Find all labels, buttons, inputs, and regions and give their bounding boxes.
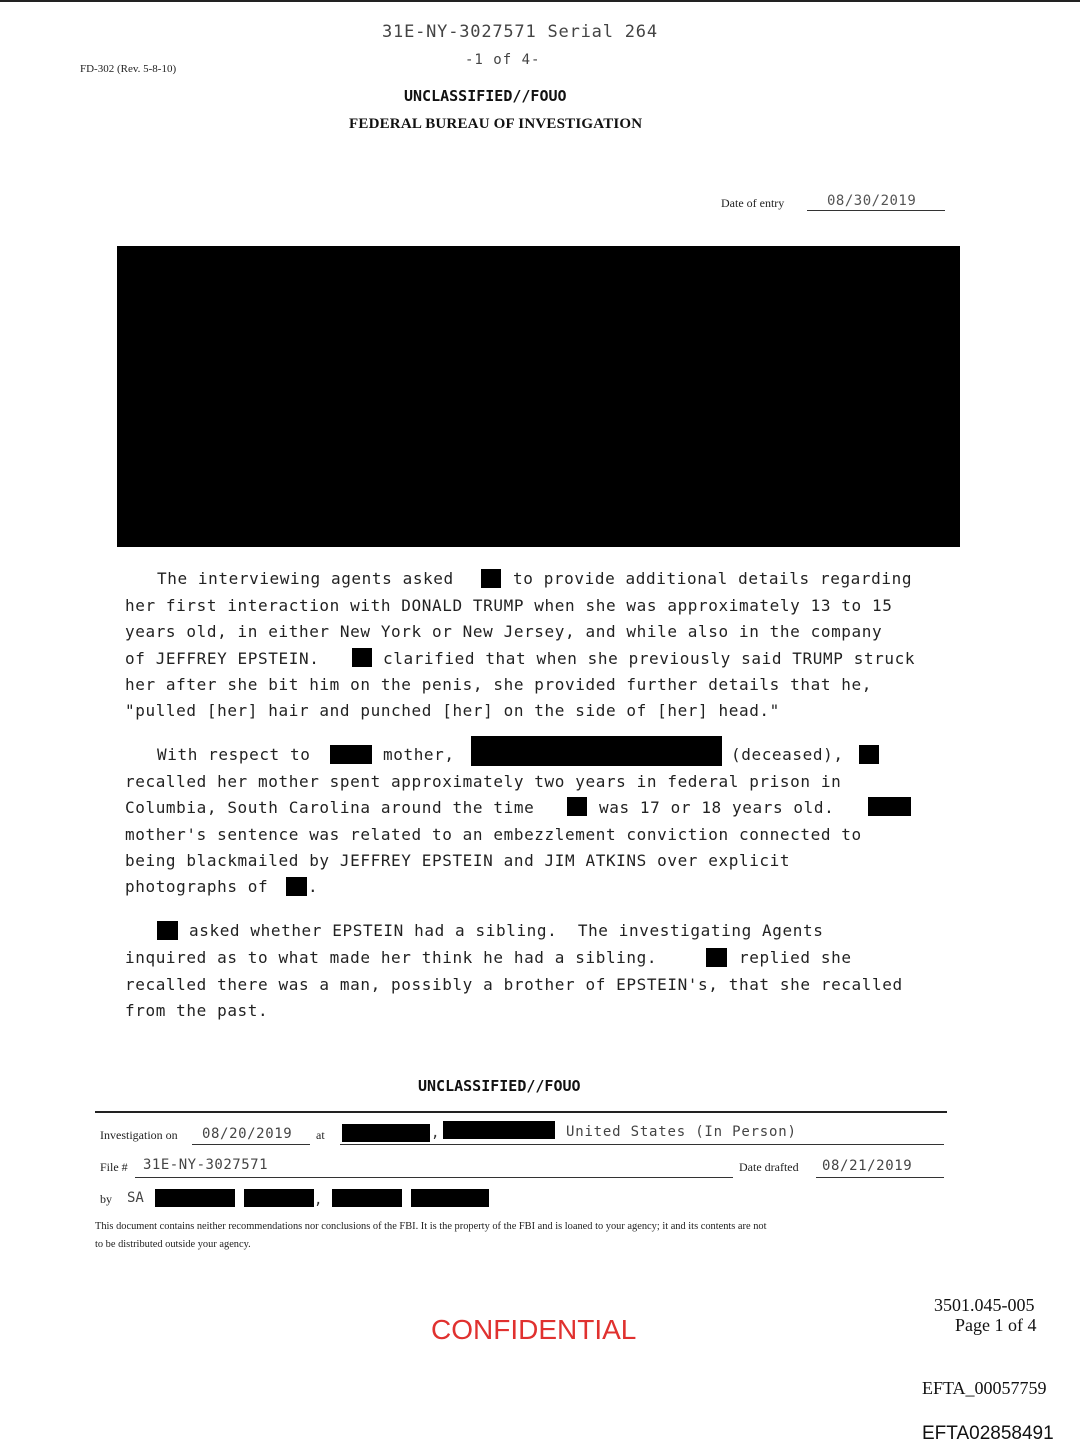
p1-line3: years old, in either New York or New Jersey, and while also in the company [125,622,883,641]
redaction-agent-name [155,1189,235,1207]
page-number: Page 1 of 4 [955,1315,1037,1335]
file-number-underline [135,1177,733,1178]
redaction-agent-name [244,1189,314,1207]
p2-line1a: With respect to [157,745,311,764]
top-border [0,0,1080,2]
location-value: United States (In Person) [566,1124,797,1140]
redaction-name [481,569,501,588]
p2-line2: recalled her mother spent approximately two years in federal prison in [125,772,842,791]
redaction-city [342,1124,430,1142]
redaction-name [859,745,879,764]
p1-line4a: of JEFFREY EPSTEIN. [125,649,320,668]
redaction-mother-name [471,736,722,766]
p3-line3: recalled there was a man, possibly a brother of EPSTEIN's, that she recalled [125,975,903,994]
agent-comma: , [314,1192,323,1208]
redaction-name [352,648,372,667]
p1-line1b: to provide additional details regarding [513,569,913,588]
serial-number: 31E-NY-3027571 Serial 264 [382,22,658,42]
redaction-state [443,1121,555,1139]
classification-header: UNCLASSIFIED//FOUO [404,87,567,105]
classification-footer: UNCLASSIFIED//FOUO [418,1077,581,1095]
redaction-name [706,948,727,967]
footer-top-rule [95,1111,947,1113]
redaction-name [286,877,307,896]
redaction-name [567,797,587,816]
p2-line1c: (deceased), [731,745,844,764]
p2-line1b: mother, [383,745,455,764]
page-of: -1 of 4- [465,52,541,68]
redaction-block-large [117,246,960,547]
p3-line2: inquired as to what made her think he had a sibling. [125,948,658,967]
p2-line6a: photographs of [125,877,269,896]
redaction-name [868,797,911,816]
by-value: SA [127,1190,144,1206]
by-label: by [100,1192,112,1206]
p1-line6: "pulled [her] hair and punched [her] on the side of [her] head." [125,701,780,720]
date-drafted-underline [816,1177,944,1178]
agency-title: FEDERAL BUREAU OF INVESTIGATION [349,116,643,132]
p3-line2b: replied she [739,948,852,967]
p2-line3a: Columbia, South Carolina around the time [125,798,535,817]
efta-id-1: EFTA_00057759 [922,1378,1047,1398]
investigation-on-underline [192,1144,310,1145]
location-underline [340,1144,944,1145]
p3-line1a: asked whether EPSTEIN had a sibling. The investigating Agents [189,921,824,940]
investigation-on-value: 08/20/2019 [202,1126,293,1142]
form-id: FD-302 (Rev. 5-8-10) [80,63,177,75]
p1-line4b: clarified that when she previously said TRUMP struck [383,649,916,668]
efta-id-2: EFTA02858491 [922,1423,1054,1444]
p3-line4: from the past. [125,1001,269,1020]
redaction-agent-name [332,1189,402,1207]
redaction-name [157,921,178,940]
p1-line1a: The interviewing agents asked [157,569,454,588]
p1-line2: her first interaction with DONALD TRUMP when she was approximately 13 to 15 [125,596,893,615]
file-number-label: File # [100,1160,128,1174]
date-of-entry-label: Date of entry [721,196,785,210]
date-of-entry-value: 08/30/2019 [827,193,917,209]
date-drafted-label: Date drafted [739,1160,799,1174]
location-comma: , [431,1125,440,1141]
redaction-agent-name [411,1189,489,1207]
p2-line4: mother's sentence was related to an embezzlement conviction connected to [125,825,862,844]
investigation-on-label: Investigation on [100,1128,178,1142]
at-label: at [316,1128,325,1142]
p2-line6b: . [308,877,319,896]
p2-line3b: was 17 or 18 years old. [599,798,835,817]
p1-line5: her after she bit him on the penis, she provided further details that he, [125,675,872,694]
exhibit-number: 3501.045-005 [934,1295,1035,1315]
confidential-stamp: CONFIDENTIAL [431,1314,637,1345]
disclaimer-line2: to be distributed outside your agency. [95,1239,251,1250]
file-number-value: 31E-NY-3027571 [143,1157,269,1173]
date-drafted-value: 08/21/2019 [822,1158,913,1174]
date-of-entry-underline [807,210,945,211]
redaction-name [330,745,372,764]
disclaimer-line1: This document contains neither recommendations nor conclusions of the FBI. It is the property of the FBI and is loaned to your agency; it and its contents are not [95,1221,767,1232]
p2-line5: being blackmailed by JEFFREY EPSTEIN and JIM ATKINS over explicit [125,851,791,870]
